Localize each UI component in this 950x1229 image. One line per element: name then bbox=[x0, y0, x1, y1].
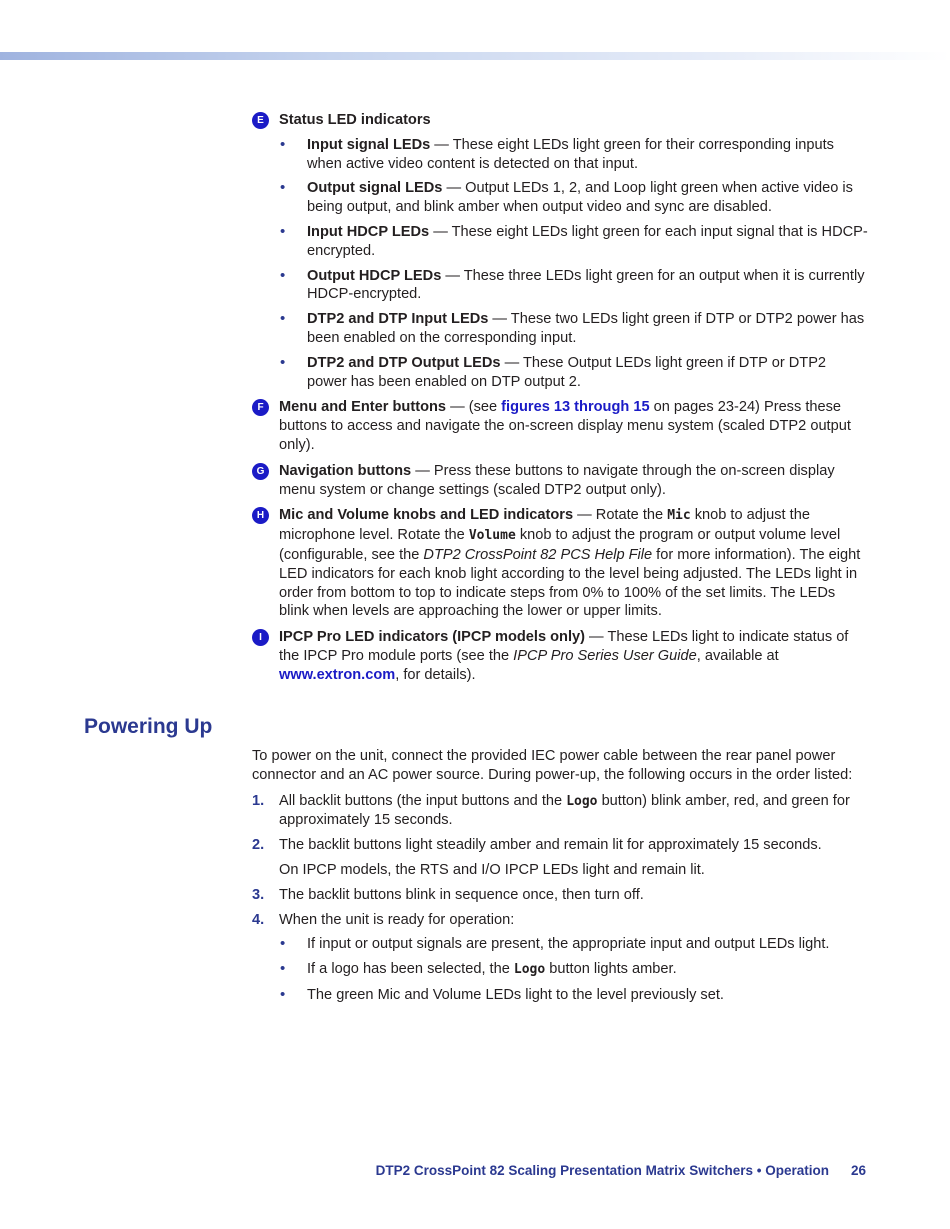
help-file-title: DTP2 CrossPoint 82 PCS Help File bbox=[423, 546, 653, 563]
list-item: • DTP2 and DTP Input LEDs — These two LEDs light green if DTP or DTP2 power has been enabled on the corresponding input. bbox=[280, 310, 865, 346]
list-item: 3. The backlit buttons blink in sequence once, then turn off. bbox=[252, 886, 644, 903]
bullet-icon: • bbox=[280, 266, 286, 284]
bullet-icon: • bbox=[280, 222, 286, 240]
bullet-icon: • bbox=[280, 135, 286, 153]
section-navigation: G Navigation buttons — Press these buttons to navigate through the on-screen display menu system or change settings (scaled DTP2 output only). bbox=[252, 462, 868, 500]
bullet-icon: • bbox=[280, 935, 286, 953]
section-title: IPCP Pro LED indicators (IPCP models only) bbox=[279, 629, 585, 646]
logo-label: Logo bbox=[566, 793, 598, 809]
section-title: Status LED indicators bbox=[279, 112, 431, 128]
bullet-icon: • bbox=[280, 985, 286, 1003]
bullet-icon: • bbox=[280, 310, 286, 328]
bullet-icon: • bbox=[280, 353, 286, 371]
callout-letter-h: H bbox=[252, 507, 269, 524]
list-item: • Input signal LEDs — These eight LEDs light green for their corresponding inputs when active video content is detected on that input. bbox=[280, 135, 834, 172]
list-item: 2. The backlit buttons light steadily amber and remain lit for approximately 15 seconds. On IPCP models, the RTS and I/O IPCP LEDs light and remain lit. bbox=[252, 836, 868, 880]
list-item: • If input or output signals are present, the appropriate input and output LEDs light. bbox=[280, 935, 830, 953]
list-item: • The green Mic and Volume LEDs light to the level previously set. bbox=[280, 985, 724, 1003]
section-ipcp: I IPCP Pro LED indicators (IPCP models only) — These LEDs light to indicate status of the IPCP Pro module ports (see the IPCP Pro Series User Guide, available at www.extron.com, for details). bbox=[252, 628, 868, 684]
mic-label: Mic bbox=[667, 508, 691, 524]
section-title: Menu and Enter buttons bbox=[279, 399, 447, 416]
callout-letter-f: F bbox=[252, 399, 269, 416]
intro-paragraph: To power on the unit, connect the provided IEC power cable between the rear panel power connector and an AC power source. During power-up, the following occurs in the order listed: bbox=[252, 748, 853, 783]
list-item: 1. All backlit buttons (the input buttons and the Logo button) blink amber, red, and green for approximately 15 seconds. bbox=[252, 792, 850, 829]
list-item: 4. When the unit is ready for operation: • If input or output signals are present, the appropriate input and output LEDs light. • If a logo has been selected, the Logo button lights amber. • The green Mic and Volume LEDs light to the level previously set. bbox=[252, 911, 868, 1005]
feature-descriptions bbox=[252, 111, 868, 692]
list-item: • DTP2 and DTP Output LEDs — These Output LEDs light green if DTP or DTP2 power has been enabled on DTP output 2. bbox=[280, 353, 827, 390]
section-menu-enter: F Menu and Enter buttons — (see figures 13 through 15 on pages 23-24) Press these buttons to access and navigate the on-screen display menu system (scaled DTP2 output only). bbox=[252, 398, 868, 454]
section-title: Mic and Volume knobs and LED indicators bbox=[279, 507, 574, 524]
bullet-icon: • bbox=[280, 960, 286, 978]
extron-link[interactable]: www.extron.com bbox=[279, 666, 396, 683]
step-number: 1. bbox=[252, 792, 265, 809]
led-list bbox=[279, 136, 868, 392]
figures-link[interactable]: figures 13 through 15 bbox=[501, 399, 650, 416]
ready-list bbox=[279, 935, 868, 1004]
bullet-icon: • bbox=[280, 179, 286, 197]
page-number: 26 bbox=[850, 1163, 866, 1178]
user-guide-title: IPCP Pro Series User Guide bbox=[513, 647, 697, 664]
callout-letter-i: I bbox=[252, 629, 269, 646]
step-number: 4. bbox=[252, 911, 265, 928]
header-band bbox=[0, 52, 950, 60]
step-number: 2. bbox=[252, 837, 265, 854]
list-item: • Input HDCP LEDs — These eight LEDs light green for each input signal that is HDCP-encrypted. bbox=[280, 222, 868, 259]
section-heading: Powering Up bbox=[84, 715, 213, 738]
callout-letter-g: G bbox=[252, 463, 269, 480]
powering-up-section bbox=[252, 747, 868, 1011]
power-steps bbox=[252, 792, 868, 1005]
logo-label: Logo bbox=[513, 962, 546, 978]
volume-label: Volume bbox=[468, 528, 516, 544]
list-item: • Output HDCP LEDs — These three LEDs light green for an output when it is currently HDCP-encrypted. bbox=[280, 266, 865, 303]
footer-title: DTP2 CrossPoint 82 Scaling Presentation Matrix Switchers • Operation bbox=[375, 1163, 829, 1178]
list-item: • If a logo has been selected, the Logo button lights amber. bbox=[280, 960, 677, 978]
section-status-led bbox=[252, 111, 868, 391]
callout-letter-e: E bbox=[252, 112, 269, 129]
section-mic-volume: H Mic and Volume knobs and LED indicators — Rotate the Mic knob to adjust the microphone level. Rotate the Volume knob to adjust the program or output volume level (configurable, see the DTP2 CrossPoint 82 PCS Help File for more information). The eight LED indicators for each knob light according to the level being adjusted. The LEDs light in order from bottom to top to indicate steps from 0% to 100% of the set limits. The LEDs blink when levels are approaching the lower or upper limits. bbox=[252, 506, 868, 621]
step-number: 3. bbox=[252, 886, 265, 903]
step-note: On IPCP models, the RTS and I/O IPCP LEDs light and remain lit. bbox=[279, 861, 705, 878]
section-title: Navigation buttons bbox=[279, 462, 412, 479]
page-footer bbox=[0, 1162, 866, 1181]
list-item: • Output signal LEDs — Output LEDs 1, 2, and Loop light green when active video is being output, and blink amber when output video and sync are disabled. bbox=[280, 179, 853, 216]
